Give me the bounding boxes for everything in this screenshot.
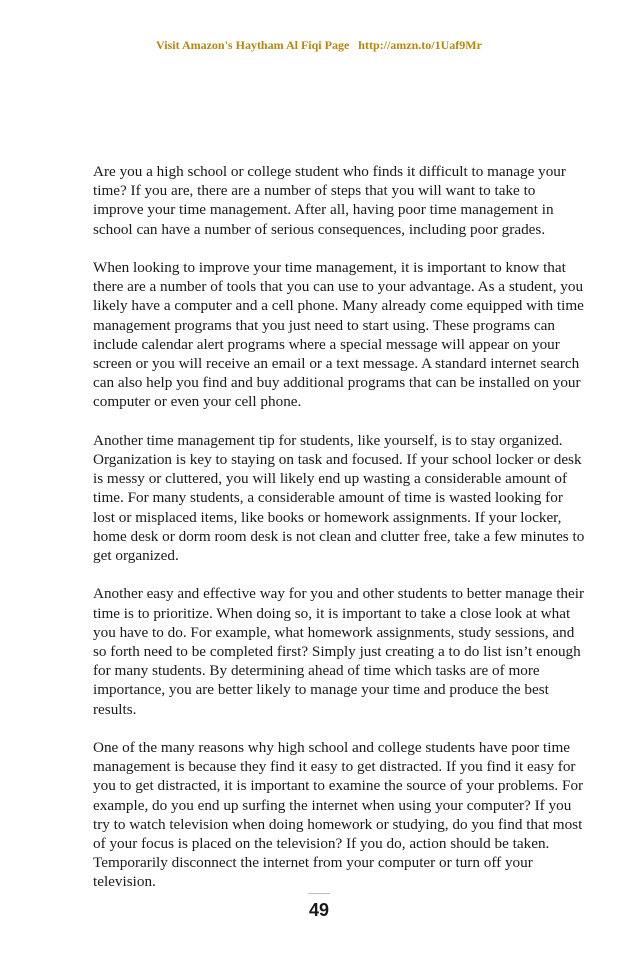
paragraph: When looking to improve your time management, it is important to know that there are a number of tools that you can use to your advantage. As a student, you likely have a computer and a cell phone. Many already come equipped with time management programs that you just need to start using. These programs can include calendar alert programs where a special message will appear on your screen or you will receive an email or a text message. A standard internet search can also help you find and buy additional programs that can be installed on your computer or even your cell phone. <box>93 259 584 411</box>
paragraph: Are you a high school or college student who finds it difficult to manage your time? If you are, there are a number of steps that you will want to take to improve your time management. After all, having poor time management in school can have a number of serious consequences, including poor grades. <box>93 163 566 238</box>
footer-divider <box>308 893 330 894</box>
paragraph: Another time management tip for students, like yourself, is to stay organized. Organization is key to staying on task and focused. If your school locker or desk is messy or cluttered, you will likely end up wasting a considerable amount of time. For many students, a considerable amount of time is wasted looking for lost or misplaced items, like books or homework assignments. If your locker, home desk or dorm room desk is not clean and clutter free, take a few minutes to get organized. <box>93 431 585 565</box>
header-url-link[interactable]: http://amzn.to/1Uaf9Mr <box>358 38 482 52</box>
header-promo-text: Visit Amazon's Haytham Al Fiqi Page <box>156 38 350 52</box>
body-text <box>93 162 585 911</box>
paragraph: Another easy and effective way for you and other students to better manage their time is to prioritize. When doing so, it is important to take a close look at what you have to do. For example, what homework assignments, study sessions, and so forth need to be completed first? Simply just creating a to do list isn’t enough for many students. By determining ahead of time which tasks are of more importance, you are better likely to manage your time and produce the best results. <box>93 585 585 718</box>
page-header <box>0 38 638 53</box>
page-footer <box>0 893 638 921</box>
page-number: 49 <box>308 900 330 920</box>
paragraph: One of the many reasons why high school and college students have poor time management is because they find it easy to get distracted. If you find it easy for you to get distracted, it is important to examine the source of your problems. For example, do you end up surfing the internet when using your computer? If you try to watch television when doing homework or studying, do you find that most of your focus is placed on the television? If you do, action should be taken. Temporarily disconnect the internet from your computer or turn off your television. <box>93 739 584 891</box>
